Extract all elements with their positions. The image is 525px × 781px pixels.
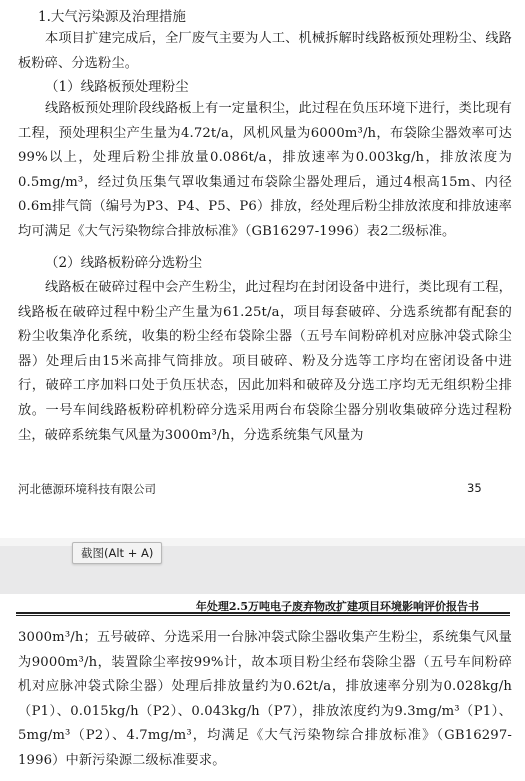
- header-rule-thin: [16, 615, 510, 616]
- subsection-body-1: 线路板预处理阶段线路板上有一定量积尘，此过程在负压环境下进行，类比现有工程，预处理积尘产生量为4.72t/a，风机风量为6000m³/h，布袋除尘器效率可达99%以上，处理后粉尘排放量0.086t/a，排放速率为0.003kg/h，排放浓度为0.5mg/m³，经过负压集气罩收集通过布袋除尘器处理后，通过4根高15m、内径0.6m排气筒（编号为P3、P4、P5、P6）排放，经处理后粉尘排放浓度和排放速率均可满足《大气污染物综合排放标准》（GB16297-1996）表2二级标准。: [18, 101, 512, 239]
- footer-company: 河北德源环境科技有限公司: [18, 482, 156, 496]
- report-header-title: 年处理2.5万吨电子废弃物改扩建项目环境影响评价报告书: [195, 600, 479, 613]
- continuation-paragraph: 3000m³/h；五号破碎、分选采用一台脉冲袋式除尘器收集产生粉尘，系统集气风量为9000m³/h，装置除尘率按99%计，故本项目粉尘经布袋除尘器（五号车间粉碎机对应脉冲袋式除尘器）处理后排放量约为0.62t/a，排放速率分别为0.028kg/h（P1）、0.015kg/h（P2）、0.043kg/h（P7），排放浓度约为9.3mg/m³（P1）、5mg/m³（P2）、4.7mg/m³，均满足《大气污染物综合排放标准》（GB16297-1996）中新污染源二级标准要求。: [18, 630, 512, 768]
- header-rule: [16, 612, 510, 614]
- intro-paragraph: 本项目扩建完成后，全厂废气主要为人工、机械拆解时线路板预处理粉尘、线路板粉碎、分选粉尘。: [18, 31, 512, 71]
- subsection-title-2: （2）线路板粉碎分选粉尘: [45, 255, 203, 271]
- screenshot-button[interactable]: 截图(Alt + A): [72, 542, 162, 564]
- footer-page-number: 35: [467, 481, 482, 495]
- section-title: 1.大气污染源及治理措施: [38, 9, 186, 25]
- subsection-title-1: （1）线路板预处理粉尘: [45, 79, 189, 95]
- subsection-body-2: 线路板在破碎过程中会产生粉尘，此过程均在封闭设备中进行，类比现有工程，线路板在破碎过程中粉尘产生量为61.25t/a，项目每套破碎、分选系统都有配套的粉尘收集净化系统，收集的粉尘经布袋除尘器（五号车间粉碎机对应脉冲袋式除尘器）处理后由15米高排气筒排放。项目破碎、粉及分选等工序均在密闭设备中进行，破碎工序加料口处于负压状态，因此加料和破碎及分选工序均无无组织粉尘排放。一号车间线路板粉碎机粉碎分选采用两台布袋除尘器分别收集破碎分选过程粉尘，破碎系统集气风量为3000m³/h，分选系统集气风量为: [18, 280, 512, 443]
